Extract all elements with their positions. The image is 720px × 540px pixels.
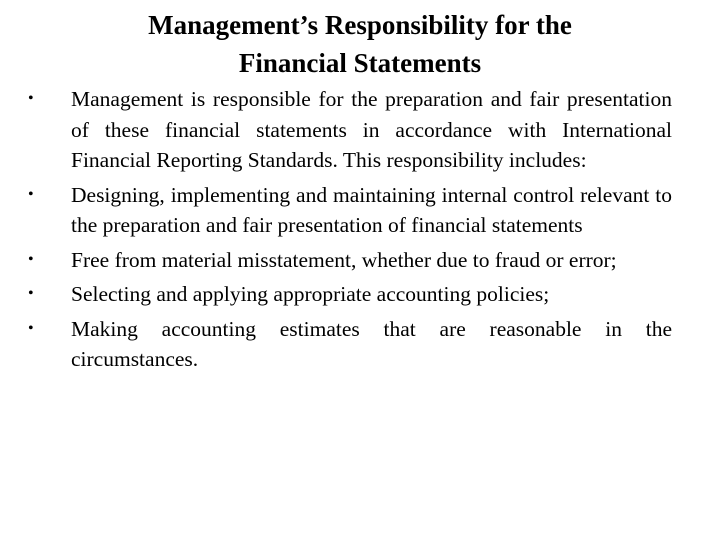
slide-title [60,6,660,82]
bullet-dot-icon: • [28,319,34,337]
bullet-text: Management is responsible for the preparation and fair presentation of these financial statements in accordance with International Financial Reporting Standards. This responsibility includes: [71,87,672,172]
bullet-dot-icon: • [28,185,34,203]
bullet-item [26,245,672,276]
bullet-item [26,314,672,375]
bullet-item [26,180,672,241]
bullet-item [26,84,672,176]
bullet-list [26,84,672,379]
bullet-item [26,279,672,310]
slide-title-line-2: Financial Statements [238,48,482,78]
bullet-dot-icon: • [28,250,34,268]
slide-title-line-1: Management’s Responsibility for the [148,10,572,40]
bullet-text: Designing, implementing and maintaining internal control relevant to the preparation and fair presentation of financial statements [71,182,672,237]
bullet-text: Selecting and applying appropriate accounting policies; [71,282,550,306]
bullet-text: Free from material misstatement, whether due to fraud or error; [71,247,617,272]
bullet-text: Making accounting estimates that are reasonable in the circumstances. [71,316,672,371]
bullet-dot-icon: • [28,285,34,302]
bullet-dot-icon: • [28,90,34,107]
